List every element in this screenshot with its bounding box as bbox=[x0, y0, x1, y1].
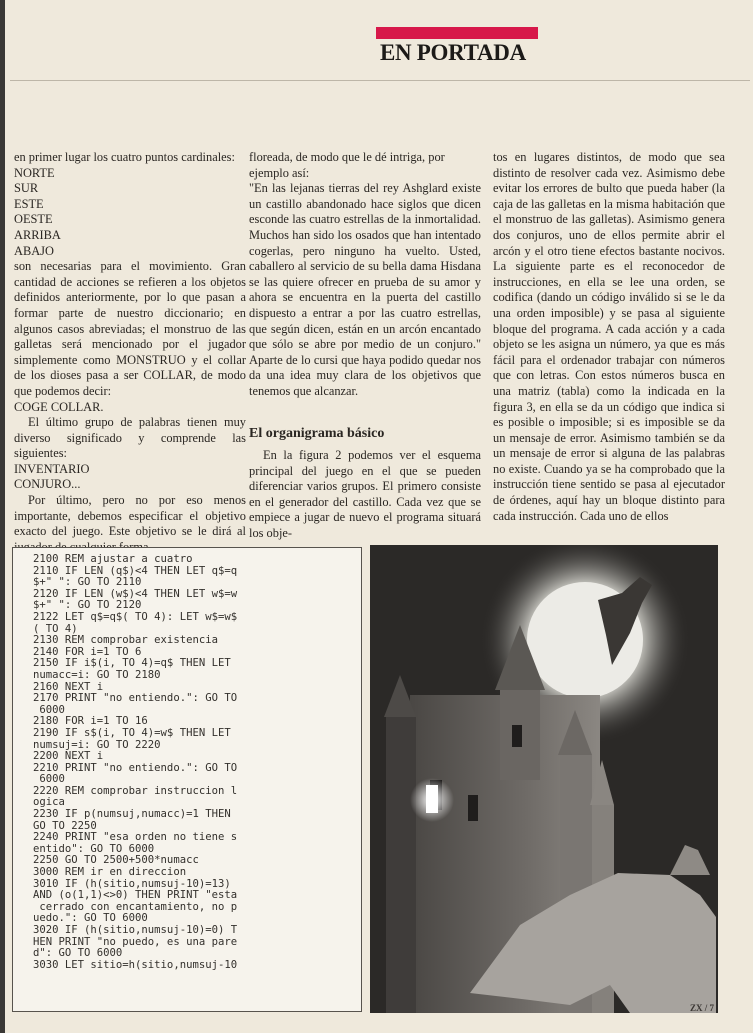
direction-word: SUR bbox=[14, 181, 39, 196]
text-column-2 bbox=[249, 150, 481, 542]
code-line: 2220 REM comprobar instruccion l bbox=[33, 784, 238, 797]
command-word: CONJURO... bbox=[14, 477, 81, 492]
code-line: 2160 NEXT i bbox=[33, 680, 104, 693]
code-line: 6000 bbox=[33, 773, 65, 786]
code-line: 3030 LET sitio=h(sitio,numsuj-10 bbox=[33, 958, 238, 971]
code-line: 2150 IF i$(i, TO 4)=q$ THEN LET bbox=[33, 657, 231, 670]
code-line: 2180 FOR i=1 TO 16 bbox=[33, 715, 148, 728]
code-line: 2130 REM comprobar existencia bbox=[33, 634, 218, 647]
direction-word: ABAJO bbox=[14, 243, 54, 258]
code-line: d": GO TO 6000 bbox=[33, 947, 123, 960]
code-line: entido": GO TO 6000 bbox=[33, 842, 155, 855]
paragraph: floreada, de modo que le dé intriga, por ejemplo así: bbox=[249, 150, 445, 180]
section-color-bar bbox=[376, 27, 538, 39]
code-line: 2122 LET q$=q$( TO 4): LET w$=w$ bbox=[33, 610, 238, 623]
paragraph: Por último, pero no por eso menos importante, debemos especificar el objetivo exacto del juego. Este objetivo se le dirá al bbox=[14, 493, 246, 539]
code-line: HEN PRINT "no puedo, es una pare bbox=[33, 935, 238, 948]
code-line: 2190 IF s$(i, TO 4)=w$ THEN LET bbox=[33, 726, 231, 739]
code-line: numacc=i: GO TO 2180 bbox=[33, 668, 161, 681]
code-line: 2250 GO TO 2500+500*numacc bbox=[33, 854, 199, 867]
castle-scene bbox=[370, 545, 718, 1013]
code-line: GO TO 2250 bbox=[33, 819, 97, 832]
code-line: 2210 PRINT "no entiendo.": GO TO bbox=[33, 761, 238, 774]
code-line: $+" ": GO TO 2120 bbox=[33, 599, 142, 612]
quote-paragraph: "En las lejanas tierras del rey Ashglard existe un castillo abandonado hace siglos que dicen esconde las cuatro estrellas de la inmortalidad. Muchos han sido los osados que han intentado cogerlas, pero ninguno ha vuelto. Usted, caballero al servicio de su bella dama Hisdana se las quiere ofrecer en prueba de su amor y ahora se encuentra en la puerta del castillo dispuesto a entrar a por las cuatro estrellas, que según dicen, están en un arcón encantado que sólo se abre por medio de un conjuro." Aparte de lo cursi que haya podido quedar nos da una idea muy clara de los objetivos que tenemos que alcanzar. bbox=[249, 181, 481, 398]
command-example: COGE COLLAR. bbox=[14, 399, 104, 414]
code-line: 3000 REM ir en direccion bbox=[33, 866, 187, 879]
paragraph: en primer lugar los cuatro puntos cardinales: bbox=[14, 150, 235, 164]
paragraph: En la figura 2 podemos ver el esquema principal del juego en el que se pueden diferenciar varios grupos. El primero consiste en el generador del castillo. Cada vez que se empiece a jugar de nuevo el programa situará los obje- bbox=[249, 448, 481, 541]
code-line: $+" ": GO TO 2110 bbox=[33, 576, 142, 589]
paragraph: El último grupo de palabras tienen muy diverso significado y comprende las siguientes: bbox=[14, 415, 246, 461]
code-line: 2110 IF LEN (q$)<4 THEN LET q$=q bbox=[33, 564, 238, 577]
basic-program-listing bbox=[12, 547, 362, 1012]
code-line: 2230 IF p(numsuj,numacc)=1 THEN bbox=[33, 808, 231, 821]
code-line: ( TO 4) bbox=[33, 622, 78, 635]
code-line: AND (o(1,1)<>0) THEN PRINT "esta bbox=[33, 889, 238, 902]
code-line: 2140 FOR i=1 TO 6 bbox=[33, 645, 142, 658]
code-line: 2170 PRINT "no entiendo.": GO TO bbox=[33, 692, 238, 705]
paragraph: son necesarias para el movimiento. Gran cantidad de acciones se refieren a los objetos definidos anteriormente, por lo que pasan a formar parte de nuestro diccionario; en algunos casos abreviadas; el monstruo de las galletas será mencionado por el jugador simplemente como MONSTRUO y el collar de los dioses pasa a ser COLLAR, de modo que podemos decir: bbox=[14, 259, 246, 398]
paragraph: tos en lugares distintos, de modo que sea distinto de resolver cada vez. Asimismo debe evitar los errores de bulto que pueda haber (la caja de las galletas en la misma habitación que el monstruo de las galletas). Asimismo genera dos conjuros, uno de ellos permite abrir el arcón y el otro tiene efectos bastante nocivos. La siguiente parte es el reconocedor de instrucciones, en ella se lee una orden, se codifica (dando un código inválido si se le da una orden imposible) y se pasa al siguiente bloque del programa. A cada acción y a cada objeto se les asigna un número, ya que es más fácil para el ordenador trabajar con números que con letras. Con estos números busca en una matriz (tabla) como la indicada en la figura 3, en ella se da un código que indica si es posible o imposible; si es imposible se da un mensaje de error. Asimismo también se da un mensaje de error si alguna de las palabras no existe. Cuando ya se ha comprobado que la instrucción tiene sentido se pasa al ejecutador de órdenes, aquí hay un bloque distinto para cada instrucción. Cada uno de ellos bbox=[493, 150, 725, 523]
page-folio: ZX / 7 bbox=[690, 1003, 715, 1013]
code-line: ogica bbox=[33, 796, 65, 809]
text-column-1 bbox=[14, 150, 246, 555]
code-line: 2200 NEXT i bbox=[33, 750, 104, 763]
code-line: uedo.": GO TO 6000 bbox=[33, 912, 148, 925]
code-line: cerrado con encantamiento, no p bbox=[33, 900, 238, 913]
code-line: 2100 REM ajustar a cuatro bbox=[33, 553, 193, 565]
subheading: El organigrama básico bbox=[249, 425, 385, 441]
command-word: INVENTARIO bbox=[14, 461, 90, 476]
direction-word: ESTE bbox=[14, 196, 44, 211]
code-line: 3010 IF (h(sitio,numsuj-10)=13) bbox=[33, 877, 231, 890]
code-line: 6000 bbox=[33, 703, 65, 716]
code-line: 3020 IF (h(sitio,numsuj-10)=0) T bbox=[33, 924, 238, 936]
direction-word: ARRIBA bbox=[14, 227, 61, 242]
text-column-3 bbox=[493, 150, 725, 524]
code-line: 2240 PRINT "esa orden no tiene s bbox=[33, 831, 238, 844]
code-line: 2120 IF LEN (w$)<4 THEN LET w$=w bbox=[33, 587, 238, 600]
section-title: EN PORTADA bbox=[380, 40, 526, 65]
direction-word: OESTE bbox=[14, 212, 53, 227]
header-rule bbox=[10, 80, 750, 81]
direction-word: NORTE bbox=[14, 165, 55, 180]
binding-edge bbox=[0, 0, 5, 1033]
castle-illustration bbox=[370, 545, 718, 1013]
code-line: numsuj=i: GO TO 2220 bbox=[33, 738, 161, 751]
